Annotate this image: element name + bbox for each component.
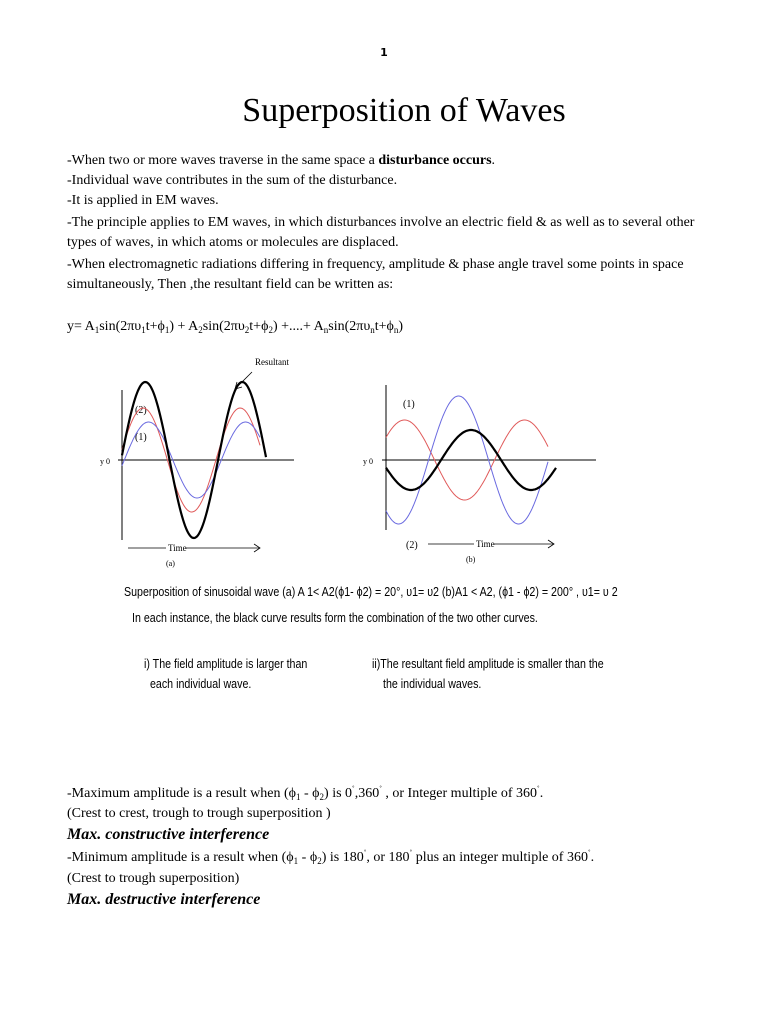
intro-line-6: -When electromagnetic radiations differing in frequency, amplitude & phase angle travel some points in space <box>67 257 684 272</box>
intro-line-2: -Individual wave contributes in the sum of the disturbance. <box>67 173 398 188</box>
time-label-a: Time <box>168 543 187 553</box>
intro-line-4: -The principle applies to EM waves, in which disturbances involve an electric field & as well as to several other <box>67 215 695 230</box>
figure-caption-line-2: In each instance, the black curve results form the combination of the two other curves. <box>132 610 538 625</box>
intro-line-3: -It is applied in EM waves. <box>67 193 219 208</box>
wave-figure <box>0 340 768 580</box>
destructive-heading: Max. destructive interference <box>67 891 261 908</box>
time-label-b: Time <box>476 539 495 549</box>
intro-line-1: -When two or more waves traverse in the same space a disturbance occurs. <box>67 153 496 168</box>
intro-line-5: types of waves, in which atoms or molecules are displaced. <box>67 235 399 250</box>
figure-b <box>363 385 596 564</box>
y-origin-label-b: y 0 <box>363 457 373 466</box>
panel-label-a: (a) <box>166 559 175 568</box>
min-amplitude-line: -Minimum amplitude is a result when $(\phi_1 - \phi_2)$ is 180˚, or 180˚ plus an integer multiple of 360˚. <box>67 849 595 866</box>
intro-line-7: simultaneously, Then ,the resultant field can be written as: <box>67 277 394 292</box>
wave-label-2-b: (2) <box>406 540 418 551</box>
y-origin-label: y 0 <box>100 457 110 466</box>
figure-a <box>100 357 294 568</box>
max-amplitude-line: -Maximum amplitude is a result when $(\phi_1 - \phi_2)$ is 0˚,360˚ , or Integer multiple of 360˚. <box>67 785 544 802</box>
note-ii-line-2: the individual waves. <box>383 676 482 691</box>
page-number: 1 <box>380 46 388 59</box>
wave-label-1: (1) <box>135 432 147 443</box>
note-ii-line-1: ii)The resultant field amplitude is smaller than the <box>372 656 604 671</box>
min-amplitude-note: (Crest to trough superposition) <box>67 871 240 886</box>
note-i-line-2: each individual wave. <box>150 676 252 691</box>
constructive-heading: Max. constructive interference <box>67 826 270 843</box>
wave-label-2: (2) <box>135 405 147 416</box>
resultant-label: Resultant <box>255 357 289 367</box>
wave-label-1-b: (1) <box>403 399 415 410</box>
page-title: Superposition of Waves <box>242 92 566 129</box>
superposition-equation: $y= A_1\sin(2\pi\upsilon_1t+\phi_1) + A_2\sin(2\pi\upsilon_2t+\phi_2)$ +....+ $A_n\sin(2\pi\upsilon_nt+\phi_n)$ <box>67 319 404 335</box>
bold-term: disturbance occurs <box>378 153 492 168</box>
max-amplitude-note: (Crest to crest, trough to trough superposition ) <box>67 806 331 821</box>
figure-caption-line-1: Superposition of sinusoidal wave (a) A 1< A2(ϕ1- ϕ2) = 20°, υ1= υ2 (b)A1 < A2, (ϕ1 - ϕ2) = 200° , υ1= υ 2 <box>124 584 618 599</box>
panel-label-b: (b) <box>466 555 476 564</box>
note-i-line-1: i) The field amplitude is larger than <box>144 656 308 671</box>
